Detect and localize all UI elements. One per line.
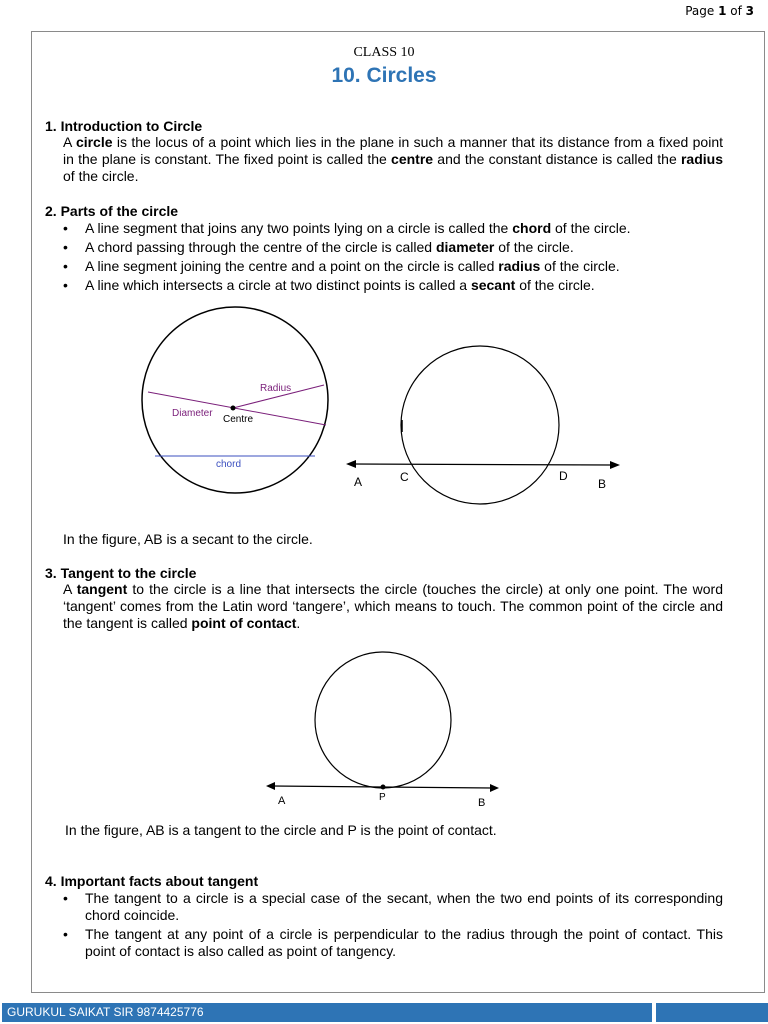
class-label: CLASS 10 (353, 45, 415, 60)
point-b-label: B (478, 797, 486, 809)
arrow-left-icon (266, 782, 275, 790)
arrow-left-icon (346, 460, 356, 468)
list-item: • A line segment that joins any two points lying on a circle is called the chord of the circle. (63, 220, 723, 239)
point-a-label: A (278, 795, 286, 807)
page-title: 10. Circles (331, 64, 437, 87)
parts-list (63, 220, 723, 296)
point-p-label: P (379, 792, 386, 803)
section-3-heading: 3. Tangent to the circle (45, 565, 197, 581)
centre-label: Centre (223, 414, 254, 425)
point-c-label: C (400, 470, 409, 484)
arrow-right-icon (610, 461, 620, 469)
diameter-label: Diameter (172, 408, 213, 419)
section-3-paragraph: A tangent to the circle is a line that intersects the circle (touches the circle) at only one point. The word ‘tangent’ comes from the Latin word ‘tangere’, which means to touch. The common point of the circle and the tangent is called point of contact. (63, 581, 723, 631)
point-b-label: B (598, 477, 607, 491)
section-1-heading: 1. Introduction to Circle (45, 118, 203, 134)
secant-figure (340, 340, 630, 510)
secant-caption: In the figure, AB is a secant to the circle. (63, 531, 313, 547)
tangent-figure (260, 650, 505, 810)
centre-point (231, 406, 236, 411)
list-item: • The tangent to a circle is a special case of the secant, when the two end points of its corresponding chord coincide. (63, 890, 723, 924)
point-d-label: D (559, 469, 568, 483)
section-4-heading: 4. Important facts about tangent (45, 873, 259, 889)
section-1-paragraph: A circle is the locus of a point which lies in the plane in such a manner that its distance from a fixed point in the plane is constant. The fixed point is called the centre and the constant distance is called the radius of the circle. (63, 134, 723, 184)
circle-outline (401, 346, 559, 504)
footer-label: GURUKUL SAIKAT SIR 9874425776 (2, 1003, 652, 1022)
tangent-caption: In the figure, AB is a tangent to the circle and P is the point of contact. (65, 822, 497, 838)
list-item: • A line segment joining the centre and a point on the circle is called radius of the circle. (63, 258, 723, 277)
circle-parts-figure (140, 305, 340, 505)
tangent-facts-list (63, 890, 723, 960)
list-item: • The tangent at any point of a circle is perpendicular to the radius through the point of contact. This point of contact is also called as point of tangency. (63, 926, 723, 960)
radius-label: Radius (260, 383, 292, 394)
chord-label: chord (216, 459, 242, 470)
secant-line (352, 464, 612, 465)
list-item: • A chord passing through the centre of the circle is called diameter of the circle. (63, 239, 723, 258)
arrow-right-icon (490, 784, 499, 792)
point-a-label: A (354, 475, 363, 489)
footer (0, 1003, 768, 1024)
section-2-heading: 2. Parts of the circle (45, 203, 179, 219)
page-number: Page 1 of 3 (685, 4, 754, 18)
footer-bar (656, 1003, 768, 1022)
circle-outline (315, 652, 451, 788)
list-item: • A line which intersects a circle at two distinct points is called a secant of the circle. (63, 277, 723, 296)
contact-point (381, 785, 386, 790)
